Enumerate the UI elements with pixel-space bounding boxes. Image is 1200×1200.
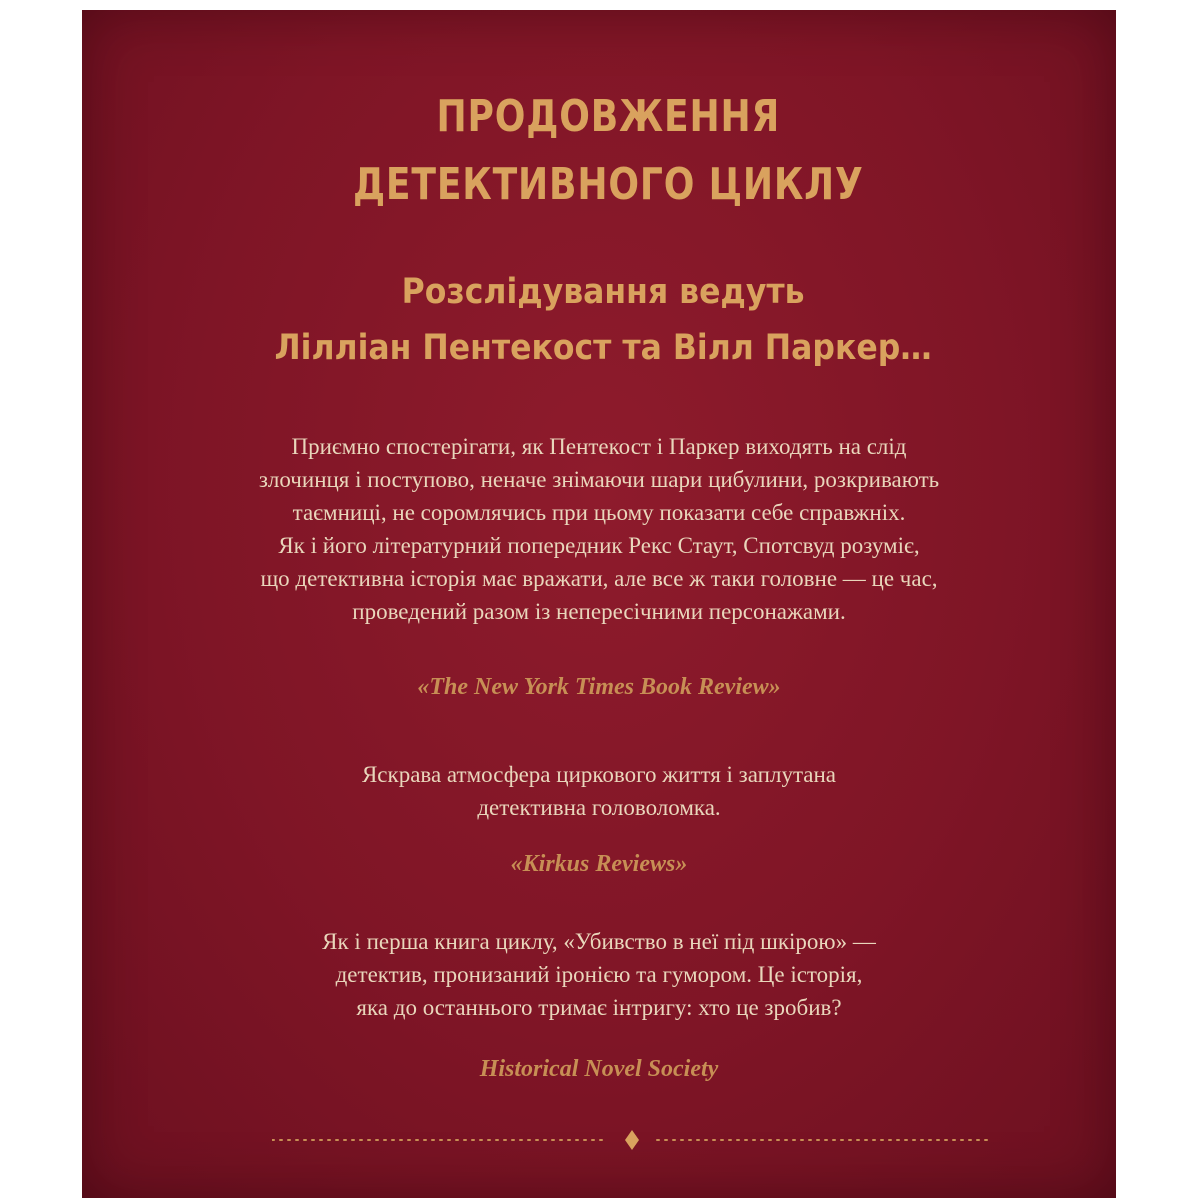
subheadline-line-1: Розслідування ведуть bbox=[401, 272, 805, 312]
review-2-line: детективна головоломка. bbox=[477, 795, 721, 820]
review-source-3: Historical Novel Society bbox=[479, 1056, 719, 1082]
review-3-line: яка до останнього тримає інтригу: хто це зробив? bbox=[356, 995, 842, 1020]
review-source-2: «Kirkus Reviews» bbox=[510, 851, 688, 877]
review-quote-1 bbox=[82, 430, 1116, 628]
book-back-cover bbox=[82, 10, 1116, 1198]
review-quote-2 bbox=[82, 758, 1116, 824]
diamond-divider-icon bbox=[272, 1130, 992, 1150]
review-quote-3 bbox=[82, 925, 1116, 1024]
review-1-line: проведений разом із непересічними персонажами. bbox=[352, 599, 846, 624]
review-1-line: Приємно спостерігати, як Пентекост і Паркер виходять на слід bbox=[291, 434, 907, 459]
headline-line-2: ДЕТЕКТИВНОГО ЦИКЛУ bbox=[352, 159, 864, 210]
subheadline-line-2: Лілліан Пентекост та Вілл Паркер… bbox=[274, 328, 932, 368]
review-1-line: злочинця і поступово, неначе знімаючи шари цибулини, розкривають bbox=[258, 467, 940, 492]
review-2-line: Яскрава атмосфера циркового життя і заплутана bbox=[361, 762, 837, 787]
review-1-line: таємниці, не соромлячись при цьому показати себе справжніх. bbox=[292, 500, 906, 525]
headline-line-1: ПРОДОВЖЕННЯ bbox=[436, 91, 781, 142]
review-3-line: Як і перша книга циклу, «Убивство в неї під шкірою» — bbox=[322, 929, 876, 954]
review-3-line: детектив, пронизаний іронією та гумором. Це історія, bbox=[335, 962, 863, 987]
review-1-line: Як і його літературний попередник Рекс Стаут, Спотсвуд розуміє, bbox=[278, 533, 920, 558]
review-1-line: що детективна історія має вражати, але все ж таки головне — це час, bbox=[260, 566, 938, 591]
review-source-1: «The New York Times Book Review» bbox=[417, 674, 781, 700]
